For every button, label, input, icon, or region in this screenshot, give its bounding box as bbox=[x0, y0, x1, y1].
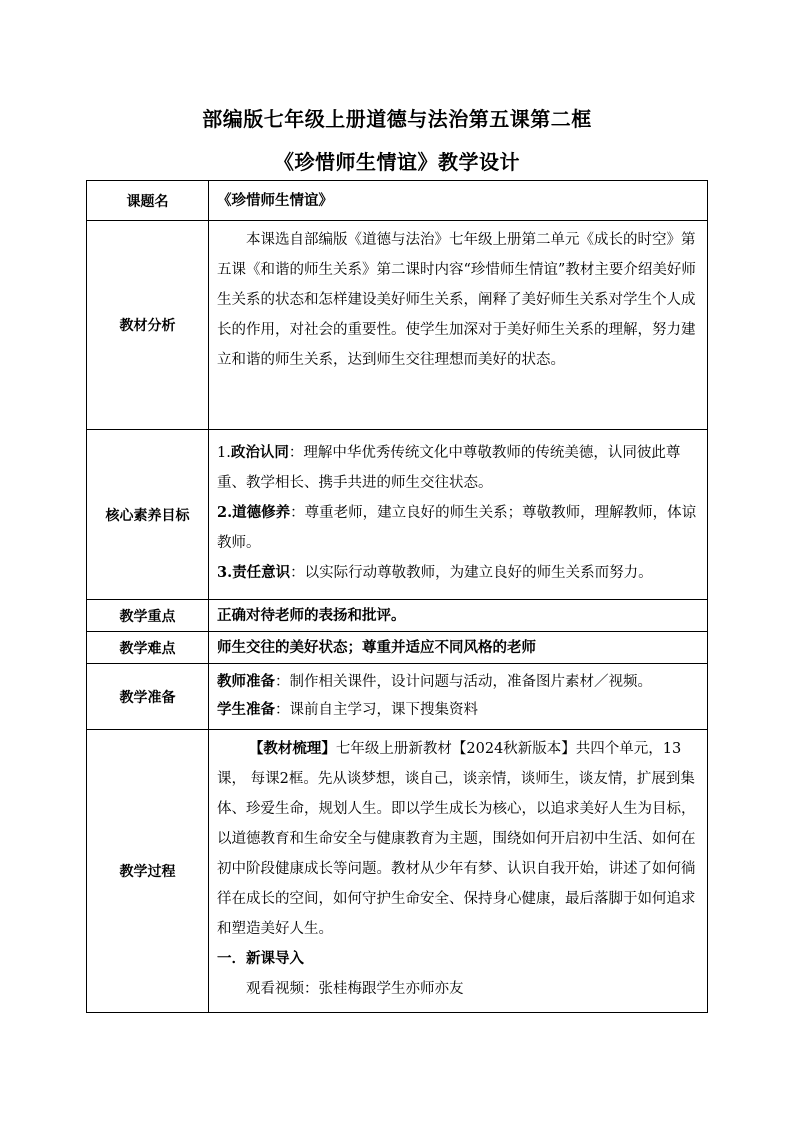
teacher-preparation: 教师准备：制作相关课件，设计问题与活动，准备图片素材／视频。 bbox=[217, 673, 652, 690]
process-video: 观看视频：张桂梅跟学生亦师亦友 bbox=[246, 981, 464, 997]
row-label-goals: 核心素养目标 bbox=[87, 430, 209, 600]
row-label-topic: 课题名 bbox=[87, 181, 209, 221]
row-label-difficulty: 教学难点 bbox=[87, 632, 209, 664]
difficulty-value: 师生交往的美好状态；尊重并适应不同风格的老师 bbox=[217, 638, 536, 656]
topic-value: 《珍惜师生情谊》 bbox=[217, 191, 333, 209]
key-point-value: 正确对待老师的表扬和批评。 bbox=[217, 606, 406, 624]
document-title: 部编版七年级上册道德与法治第五课第二框 bbox=[202, 107, 592, 131]
document-subtitle: 《珍惜师生情谊》教学设计 bbox=[274, 150, 520, 174]
goal-item-3: 3.责任意识：以实际行动尊敬教师，为建立良好的师生关系而努力。 bbox=[217, 564, 653, 581]
table-row-preparation bbox=[87, 664, 708, 730]
table-row-difficulty bbox=[87, 632, 708, 664]
table-row-process bbox=[87, 730, 708, 1013]
material-analysis-text: 本课选自部编版《道德与法治》七年级上册第二单元《成长的时空》第五课《和谐的师生关系》第二课时内容“珍惜师生情谊”教材主要介绍美好师生关系的状态和怎样建设美好师生关系，阐释了美好师生关系对学生个人成长的作用，对社会的重要性。使学生加深对于美好师生关系的理解，努力建立和谐的师生关系，达到师生交往理想而美好的状态。 bbox=[217, 232, 696, 368]
lesson-plan-table bbox=[86, 180, 708, 1013]
row-label-key-point: 教学重点 bbox=[87, 600, 209, 632]
table-row-material bbox=[87, 221, 708, 430]
process-intro: 【教材梳理】七年级上册新教材【2024秋新版本】共四个单元，13课， 每课2框。先从谈梦想，谈自己，谈亲情，谈师生，谈友情，扩展到集体、珍爱生命，规划人生。即以学生成长为核心，以追求美好人生为目标，以道德教育和生命安全与健康教育为主题，围绕如何开启初中生活、如何在初中阶段健康成长等问题。教材从少年有梦、认识自我开始，讲述了如何徜徉在成长的空间，如何守护生命安全、保持身心健康，最后落脚于如何追求和塑造美好人生。 bbox=[217, 740, 696, 937]
goal-item-1: 1.政治认同：理解中华优秀传统文化中尊敬教师的传统美德，认同彼此尊重、教学相长、携手共进的师生交往状态。 bbox=[217, 444, 681, 491]
row-label-process: 教学过程 bbox=[87, 730, 209, 1013]
table-row-goals bbox=[87, 430, 708, 600]
table-row-topic bbox=[87, 181, 708, 221]
row-label-preparation: 教学准备 bbox=[87, 664, 209, 730]
table-row-key-point bbox=[87, 600, 708, 632]
process-section-heading: 一．新课导入 bbox=[217, 950, 304, 967]
goal-item-2: 2.道德修养：尊重老师，建立良好的师生关系；尊敬教师，理解教师，体谅教师。 bbox=[217, 504, 697, 551]
row-label-material: 教材分析 bbox=[87, 221, 209, 430]
student-preparation: 学生准备：课前自主学习，课下搜集资料 bbox=[217, 701, 478, 718]
